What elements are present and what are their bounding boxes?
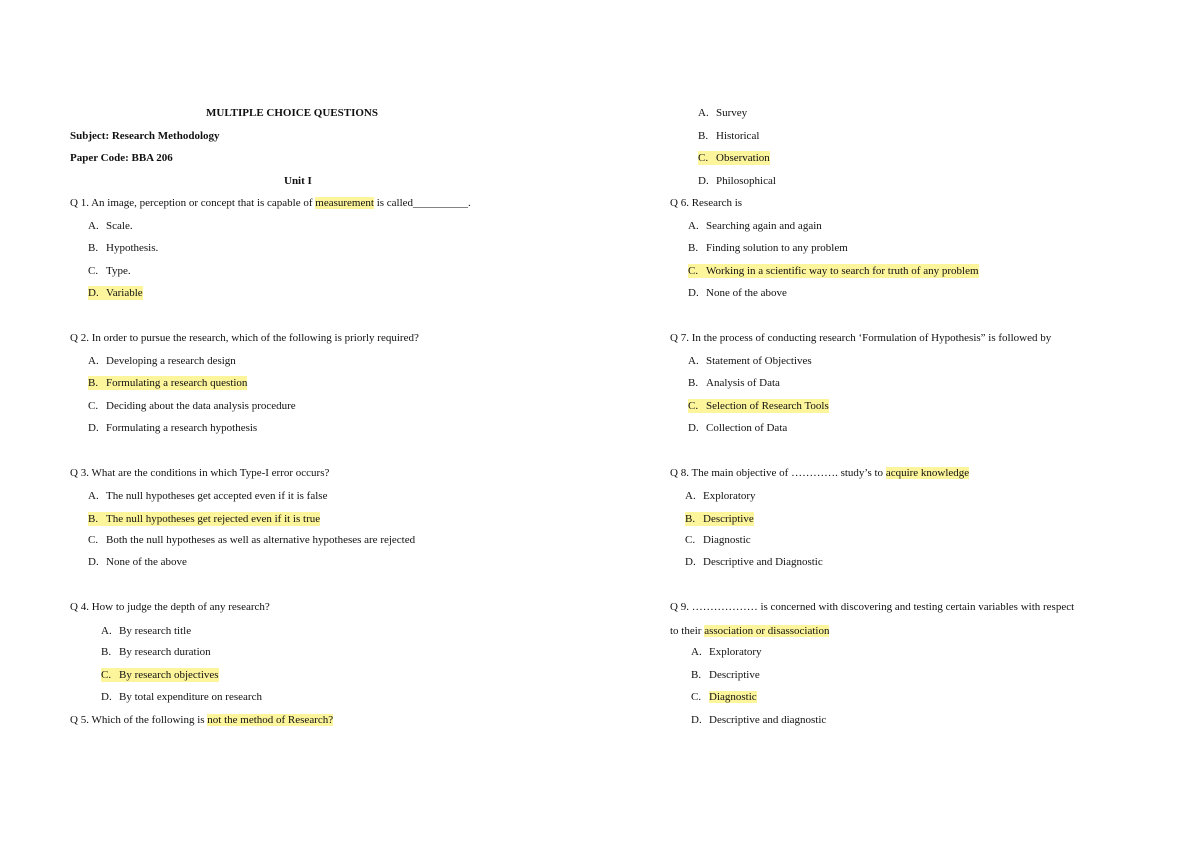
q5-option-c-answer: C. Observation: [698, 152, 770, 164]
q3-option-a: A. The null hypotheses get accepted even if it is false: [88, 490, 328, 502]
q5-option-a: A. Survey: [698, 107, 748, 119]
q7-option-c-answer: C. Selection of Research Tools: [688, 400, 829, 412]
q3-option-b-answer: B. The null hypotheses get rejected even if it is true: [88, 513, 321, 525]
question-5-stem: Q 5. Which of the following is not the method of Research?: [70, 714, 334, 726]
page-title: MULTIPLE CHOICE QUESTIONS: [206, 107, 378, 119]
q3-option-c: C. Both the null hypotheses as well as alternative hypotheses are rejected: [88, 534, 416, 546]
q5-option-b: B. Historical: [698, 130, 760, 142]
q6-option-d: D. None of the above: [688, 287, 787, 299]
q6-option-c-answer: C. Working in a scientific way to search for truth of any problem: [688, 265, 979, 277]
q9-option-d: D. Descriptive and diagnostic: [691, 714, 827, 726]
question-1-stem: Q 1. An image, perception or concept that is capable of measurement is called__________.: [70, 197, 471, 209]
q8-option-b-answer: B. Descriptive: [685, 513, 754, 525]
q9-option-b: B. Descriptive: [691, 669, 760, 681]
q7-option-a: A. Statement of Objectives: [688, 355, 812, 367]
q4-option-a: A. By research title: [101, 625, 192, 637]
q8-option-d: D. Descriptive and Diagnostic: [685, 556, 823, 568]
q2-option-a: A. Developing a research design: [88, 355, 236, 367]
q6-option-a: A. Searching again and again: [688, 220, 822, 232]
paper-code-line: Paper Code: BBA 206: [70, 152, 173, 164]
question-7-stem: Q 7. In the process of conducting research ‘Formulation of Hypothesis” is followed by: [670, 332, 1052, 344]
question-6-stem: Q 6. Research is: [670, 197, 743, 209]
q2-option-c: C. Deciding about the data analysis procedure: [88, 400, 296, 412]
q6-option-b: B. Finding solution to any problem: [688, 242, 848, 254]
question-9-stem-line2: to their association or disassociation: [670, 625, 830, 637]
q9-option-c-answer: C. Diagnostic: [691, 691, 757, 703]
q4-option-d: D. By total expenditure on research: [101, 691, 262, 703]
subject-line: Subject: Research Methodology: [70, 130, 220, 142]
q7-option-b: B. Analysis of Data: [688, 377, 780, 389]
q2-option-d: D. Formulating a research hypothesis: [88, 422, 258, 434]
q1-option-d-answer: D. Variable: [88, 287, 143, 299]
highlight: not the method of Research?: [207, 714, 334, 726]
unit-heading: Unit I: [284, 175, 312, 187]
q8-option-c: C. Diagnostic: [685, 534, 751, 546]
q9-option-a: A. Exploratory: [691, 646, 762, 658]
question-2-stem: Q 2. In order to pursue the research, which of the following is priorly required?: [70, 332, 419, 344]
q4-option-c-answer: C. By research objectives: [101, 669, 219, 681]
q4-option-b: B. By research duration: [101, 646, 211, 658]
question-9-stem-line1: Q 9. ……………… is concerned with discovering and testing certain variables with respect: [670, 601, 1075, 613]
q1-option-b: B. Hypothesis.: [88, 242, 159, 254]
question-8-stem: Q 8. The main objective of …………. study’s to acquire knowledge: [670, 467, 970, 479]
q8-option-a: A. Exploratory: [685, 490, 756, 502]
q1-option-a: A. Scale.: [88, 220, 133, 232]
q2-option-b-answer: B. Formulating a research question: [88, 377, 248, 389]
q1-option-c: C. Type.: [88, 265, 131, 277]
question-4-stem: Q 4. How to judge the depth of any research?: [70, 601, 270, 613]
highlight: measurement: [315, 197, 374, 209]
highlight: acquire knowledge: [885, 467, 970, 479]
q3-option-d: D. None of the above: [88, 556, 187, 568]
highlight: association or disassociation: [704, 625, 830, 637]
q7-option-d: D. Collection of Data: [688, 422, 788, 434]
q5-option-d: D. Philosophical: [698, 175, 776, 187]
question-3-stem: Q 3. What are the conditions in which Type-I error occurs?: [70, 467, 330, 479]
